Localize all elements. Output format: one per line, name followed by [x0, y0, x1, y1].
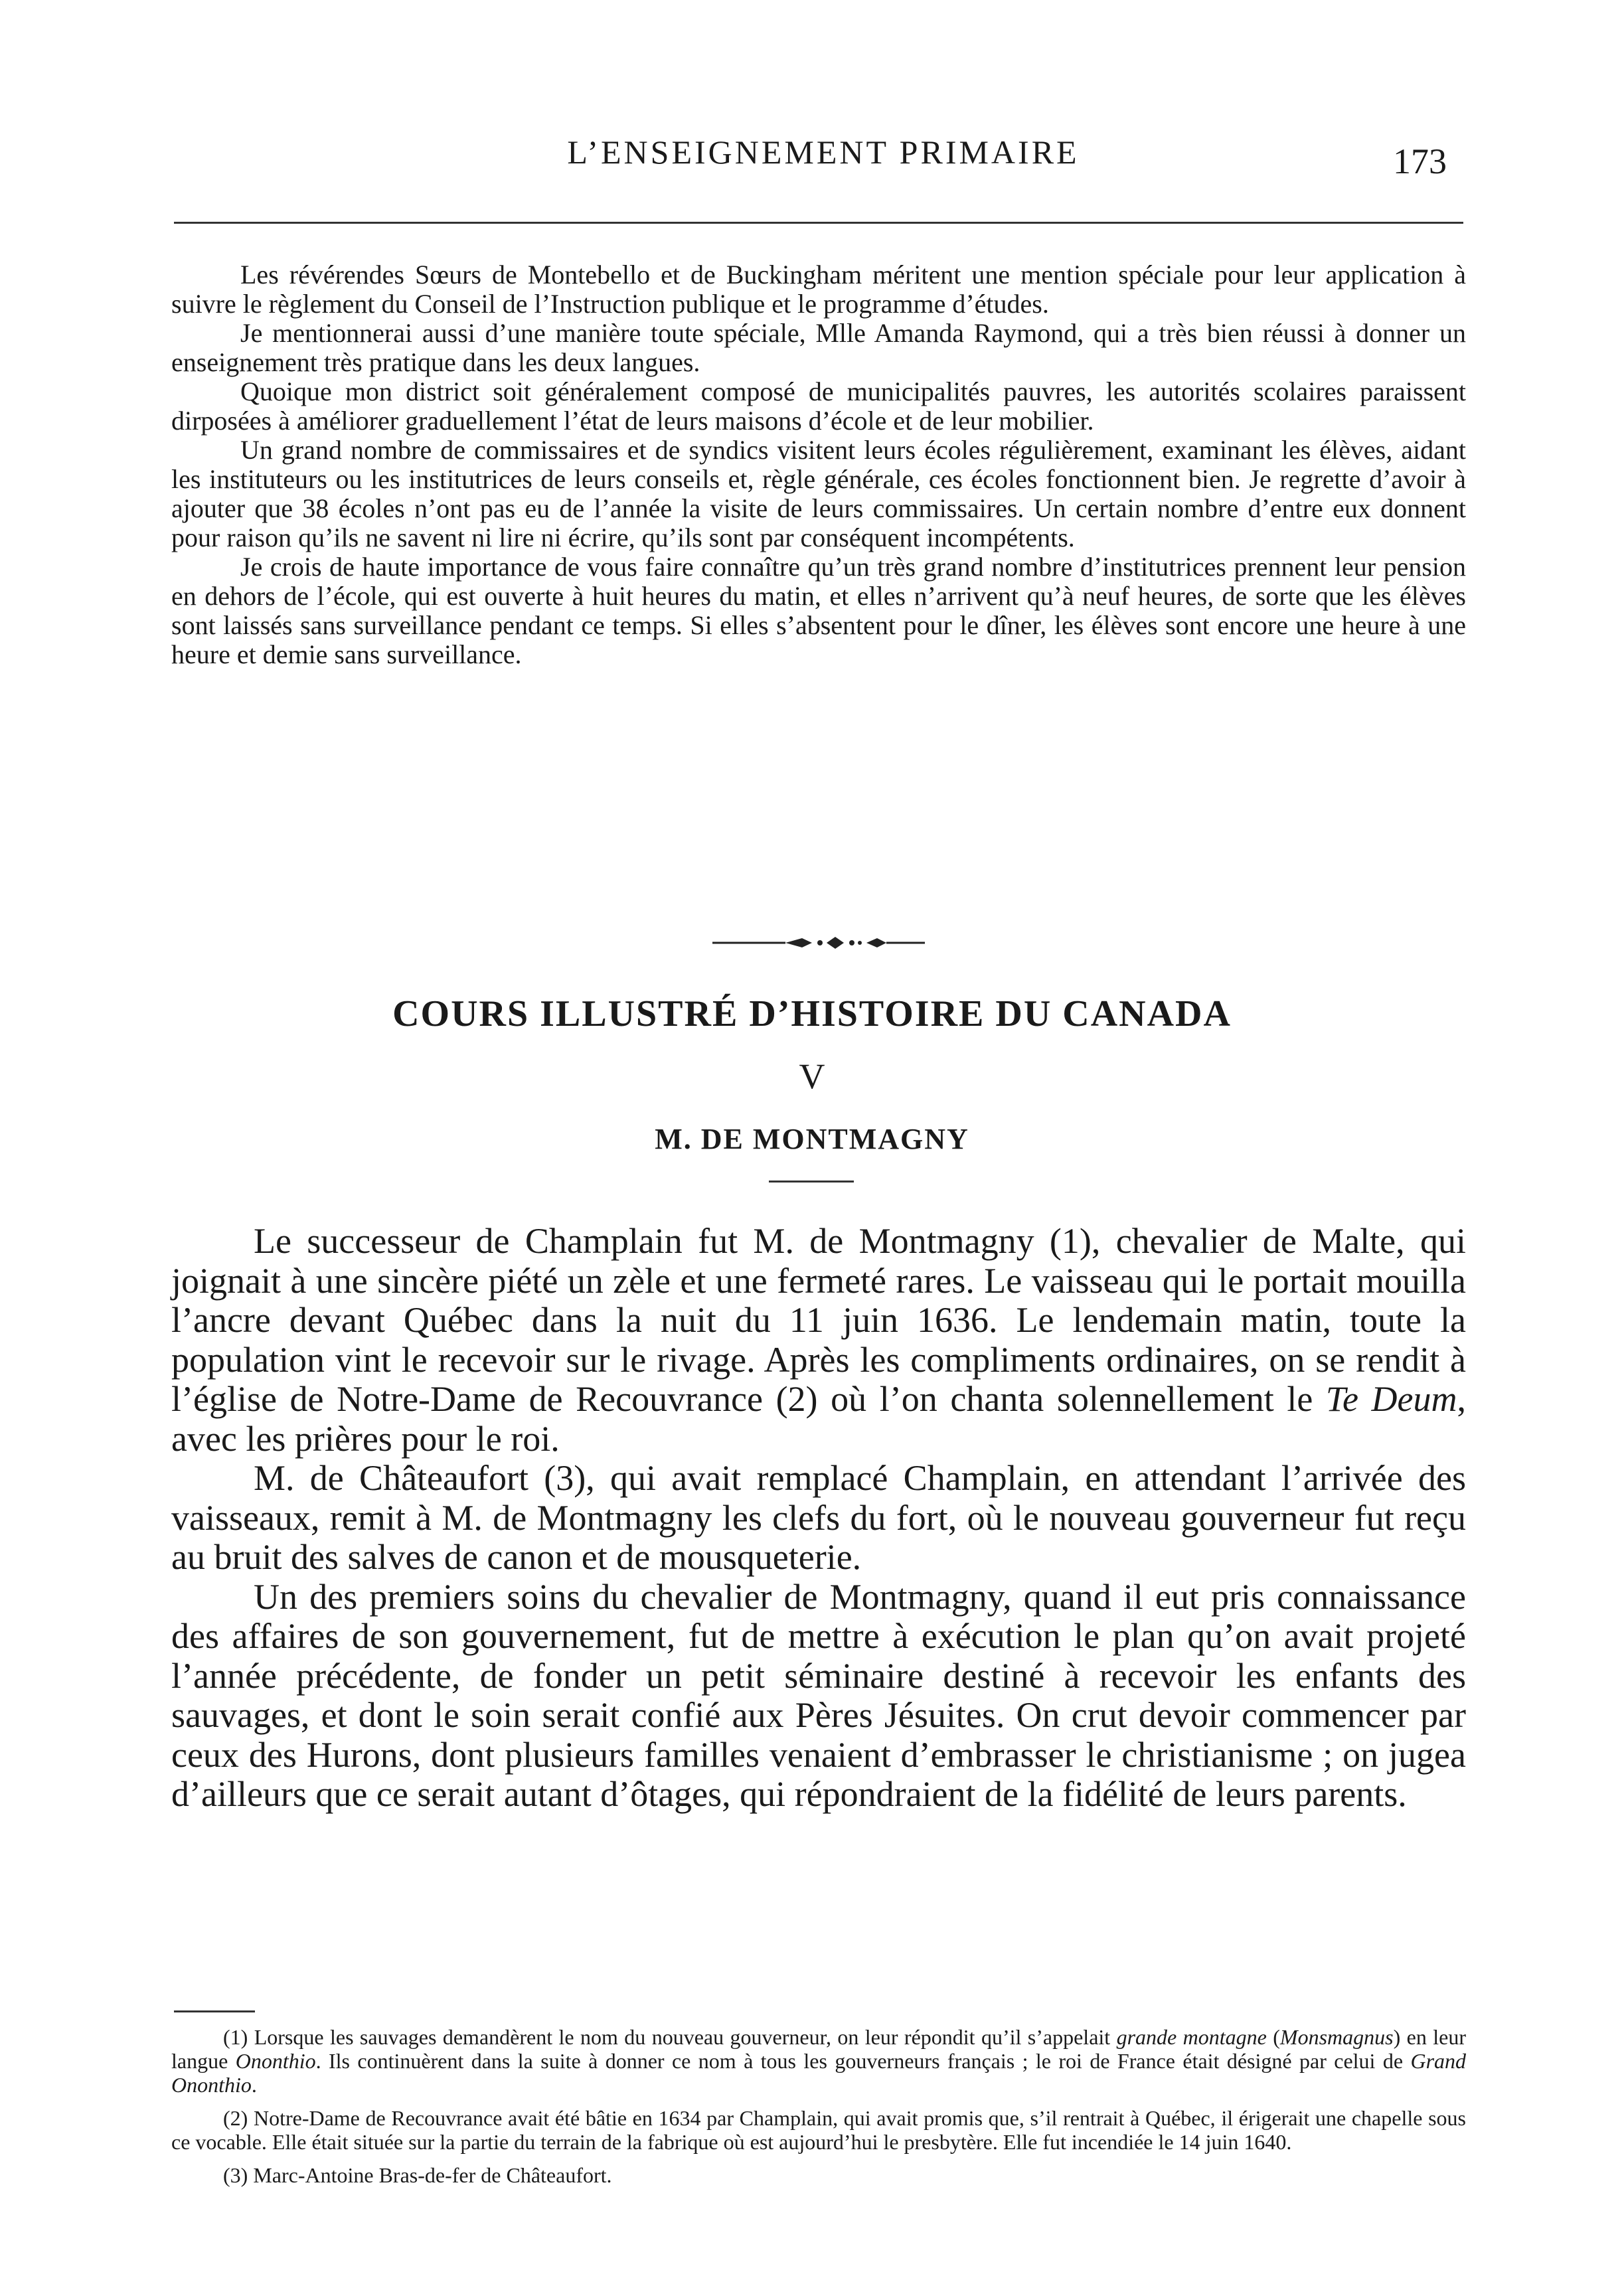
article-paragraph: Le successeur de Champlain fut M. de Montmagny (1), chevalier de Malte, qui joignait à une sincère piété un zèle et une fermeté rares. Le vaisseau qui le portait mouilla l’ancre devant Québec dans la nuit du 11 juin 1636. Le lendemain matin, toute la population vint le recevoir sur le rivage. Après les compliments ordinaires, on se rendit à l’église de Notre-Dame de Recouvrance (2) où l’on chanta solennellement le Te Deum, avec les prières pour le roi. [171, 1221, 1466, 1459]
ornament-divider-icon [712, 933, 925, 953]
report-paragraph: Les révérendes Sœurs de Montebello et de Buckingham méritent une mention spéciale pour leur application à suivre le règlement du Conseil de l’Instruction publique et le programme d’études. [171, 260, 1466, 319]
header-rule [174, 222, 1463, 224]
article-paragraph: Un des premiers soins du chevalier de Montmagny, quand il eut pris connaissance des affaires de son gouvernement, fut de mettre à exécution le plan qu’on avait projeté l’année précédente, de fonder un petit séminaire destiné à recevoir les enfants des sauvages, et dont le soin serait confié aux Pères Jésuites. On crut devoir commencer par ceux des Hurons, dont plusieurs familles venaient d’embrasser le christianisme ; on jugea d’ailleurs que ce serait autant d’ôtages, qui répondraient de la fidélité de leurs parents. [171, 1576, 1466, 1814]
article-paragraph: M. de Châteaufort (3), qui avait remplacé Champlain, en attendant l’arrivée des vaisseaux, remit à M. de Montmagny les clefs du fort, où le nouveau gouverneur fut reçu au bruit des salves de canon et de mousqueterie. [171, 1458, 1466, 1577]
running-title: L’ENSEIGNEMENT PRIMAIRE [567, 133, 1080, 171]
report-paragraph: Je mentionnerai aussi d’une manière toute spéciale, Mlle Amanda Raymond, qui a très bien réussi à donner un enseignement très pratique dans les deux langues. [171, 318, 1466, 377]
page-number: 173 [1393, 141, 1447, 181]
article-subtitle: M. DE MONTMAGNY [655, 1123, 969, 1155]
footnote-1: (1) Lorsque les sauvages demandèrent le nom du nouveau gouverneur, on leur répondit qu’il s’appelait grande montagne (Monsmagnus) en leur langue Ononthio. Ils continuèrent dans la suite à donner ce nom à tous les gouverneurs français ; le roi de France était désigné par celui de Grand Ononthio. [171, 2025, 1467, 2097]
subtitle-rule [769, 1181, 854, 1183]
footnote-rule [174, 2010, 255, 2012]
article-text [171, 1222, 1466, 1815]
footnotes [171, 2025, 1466, 2196]
article-number: V [799, 1056, 825, 1096]
report-paragraph: Un grand nombre de commissaires et de syndics visitent leurs écoles régulièrement, examinant les élèves, aidant les instituteurs ou les institutrices de leurs conseils et, règle générale, ces écoles fonctionnent bien. Je regrette d’avoir à ajouter que 38 écoles n’ont pas eu de l’année la visite de leurs commissaires. Un certain nombre d’entre eux donnent pour raison qu’ils ne savent ni lire ni écrire, qu’ils sont par conséquent incompétents. [171, 435, 1466, 552]
report-paragraph: Quoique mon district soit généralement composé de municipalités pauvres, les autorités scolaires paraissent dirposées à améliorer graduellement l’état de leurs maisons d’école et de leur mobilier. [171, 376, 1466, 436]
report-paragraph: Je crois de haute importance de vous faire connaître qu’un très grand nombre d’institutrices prennent leur pension en dehors de l’école, qui est ouverte à huit heures du matin, et elles n’arrivent qu’à neuf heures, de sorte que les élèves sont laissés sans surveillance pendant ce temps. Si elles s’absentent pour le dîner, les élèves sont encore une heure à une heure et demie sans surveillance. [171, 552, 1466, 669]
article-title: COURS ILLUSTRÉ D’HISTOIRE DU CANADA [392, 993, 1232, 1034]
italic-term: Te Deum [1325, 1379, 1457, 1419]
report-text [171, 260, 1466, 669]
footnote-3: (3) Marc-Antoine Bras-de-fer de Châteaufort. [223, 2163, 612, 2187]
footnote-2: (2) Notre-Dame de Recouvrance avait été bâtie en 1634 par Champlain, qui avait promis que, s’il rentrait à Québec, il érigerait une chapelle sous ce vocable. Elle était située sur la partie du terrain de la fabrique où est aujourd’hui le presbytère. Elle fut incendiée le 14 juin 1640. [171, 2106, 1466, 2154]
